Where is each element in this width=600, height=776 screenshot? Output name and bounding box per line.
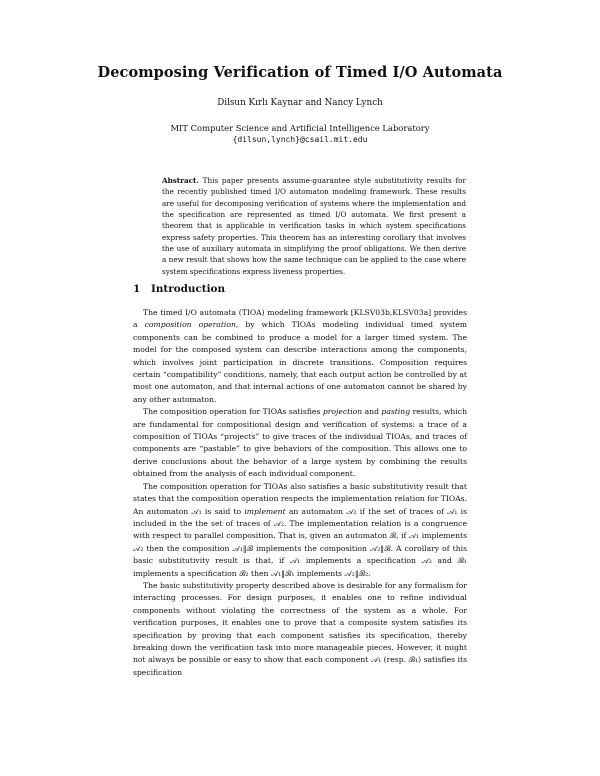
paragraph-1-text-a: The timed I/O automata (TIOA) modeling framework [KLSV03b,KLSV03a] provides a xyxy=(133,308,467,330)
paragraph-1-emphasis: composition operation xyxy=(144,320,236,330)
paragraph-2-text-b: and xyxy=(362,407,382,417)
paper-title: Decomposing Verification of Timed I/O Automata xyxy=(97,64,503,81)
paragraph-2-text-a: The composition operation for TIOAs satisfies xyxy=(143,407,323,417)
body-text xyxy=(133,307,467,679)
paragraph-2-emphasis-1: projection xyxy=(322,407,363,417)
paragraph-1-text-b: , by which TIOAs modeling individual timed system components can be combined to produce a model for a larger timed system. The model for the composed system can describe interactions among the components, which involves joint participation in discrete transitions. Composition requires certain “compatibility” conditions, namely, that each output action be controlled by at most one automaton, and that internal actions of one automaton cannot be shared by any other automaton. xyxy=(133,320,467,404)
paragraph-2-text-c: results, which are fundamental for compositional design and verification of systems: a trace of a composition of TIOAs “projects” to give traces of the individual TIOAs, and traces of components are “pastable” to give behaviors of the composition. This allows one to derive conclusions about the behavior of a large system by combining the results obtained from the analysis of each individual component. xyxy=(133,407,467,479)
authors: Dilsun Kırlı Kaynar and Nancy Lynch xyxy=(217,98,383,108)
section-number: 1 xyxy=(133,283,141,295)
paragraph-3-text-a: The composition operation for TIOAs also satisfies a basic substitutivity result that states that the composition operation respects the implementation relation for TIOAs. An automaton 𝒜₁ is said to xyxy=(133,481,467,516)
section-heading xyxy=(133,283,225,295)
abstract-label: Abstract. xyxy=(162,176,199,185)
paragraph-2 xyxy=(133,406,467,480)
affiliation: MIT Computer Science and Artificial Intelligence Laboratory xyxy=(170,123,430,133)
affiliation-block xyxy=(0,122,600,146)
paragraph-4 xyxy=(133,580,467,679)
paragraph-4-text-a: The basic substitutivity property described above is desirable for any formalism for interacting processes. For design purposes, it enables one to refine individual components without violating the correctness of the system as a whole. For verification purposes, it enables one to prove that a composite system satisfies its specification by proving that each component satisfies its specification, thereby breaking down the verification task into more manageable pieces. However, it might not always be possible or easy to show that each component 𝒜₁ (resp. ℬ₁) satisfies its specification xyxy=(133,580,467,677)
paragraph-3 xyxy=(133,481,467,580)
author-email: {dilsun,lynch}@csail.mit.edu xyxy=(232,135,368,144)
paragraph-3-text-b: an automaton 𝒜₂ if the set of traces of 𝒜₁ is included in the the set of traces of 𝒜₂. The implementation relation is a congruence with respect to parallel composition. That is, given an automaton ℬ, if 𝒜₁ implements 𝒜₂ then the composition 𝒜₁‖ℬ implements the composition 𝒜₂‖ℬ. A corollary of this basic substitutivity result is that, if 𝒜₁ implements a specification 𝒜₂ and ℬ₁ implements a specification ℬ₂ then 𝒜₁‖ℬ₁ implements 𝒜₂‖ℬ₂. xyxy=(133,506,468,578)
paragraph-1 xyxy=(133,307,467,406)
abstract xyxy=(162,175,466,277)
paragraph-3-emphasis: implement xyxy=(244,506,286,516)
paragraph-2-emphasis-2: pasting xyxy=(381,407,411,417)
section-title: Introduction xyxy=(151,283,225,295)
abstract-text: This paper presents assume-guarantee style substitutivity results for the recently published timed I/O automaton modeling framework. These results are useful for decomposing verification of systems where the implementation and the specification are represented as timed I/O automata. We first present a theorem that is applicable in verification tasks in which system specifications express safety properties. This theorem has an interesting corollary that involves the use of auxiliary automata in simplifying the proof obligations. We then derive a new result that shows how the same technique can be applied to the case where system specifications express liveness properties. xyxy=(162,176,466,276)
